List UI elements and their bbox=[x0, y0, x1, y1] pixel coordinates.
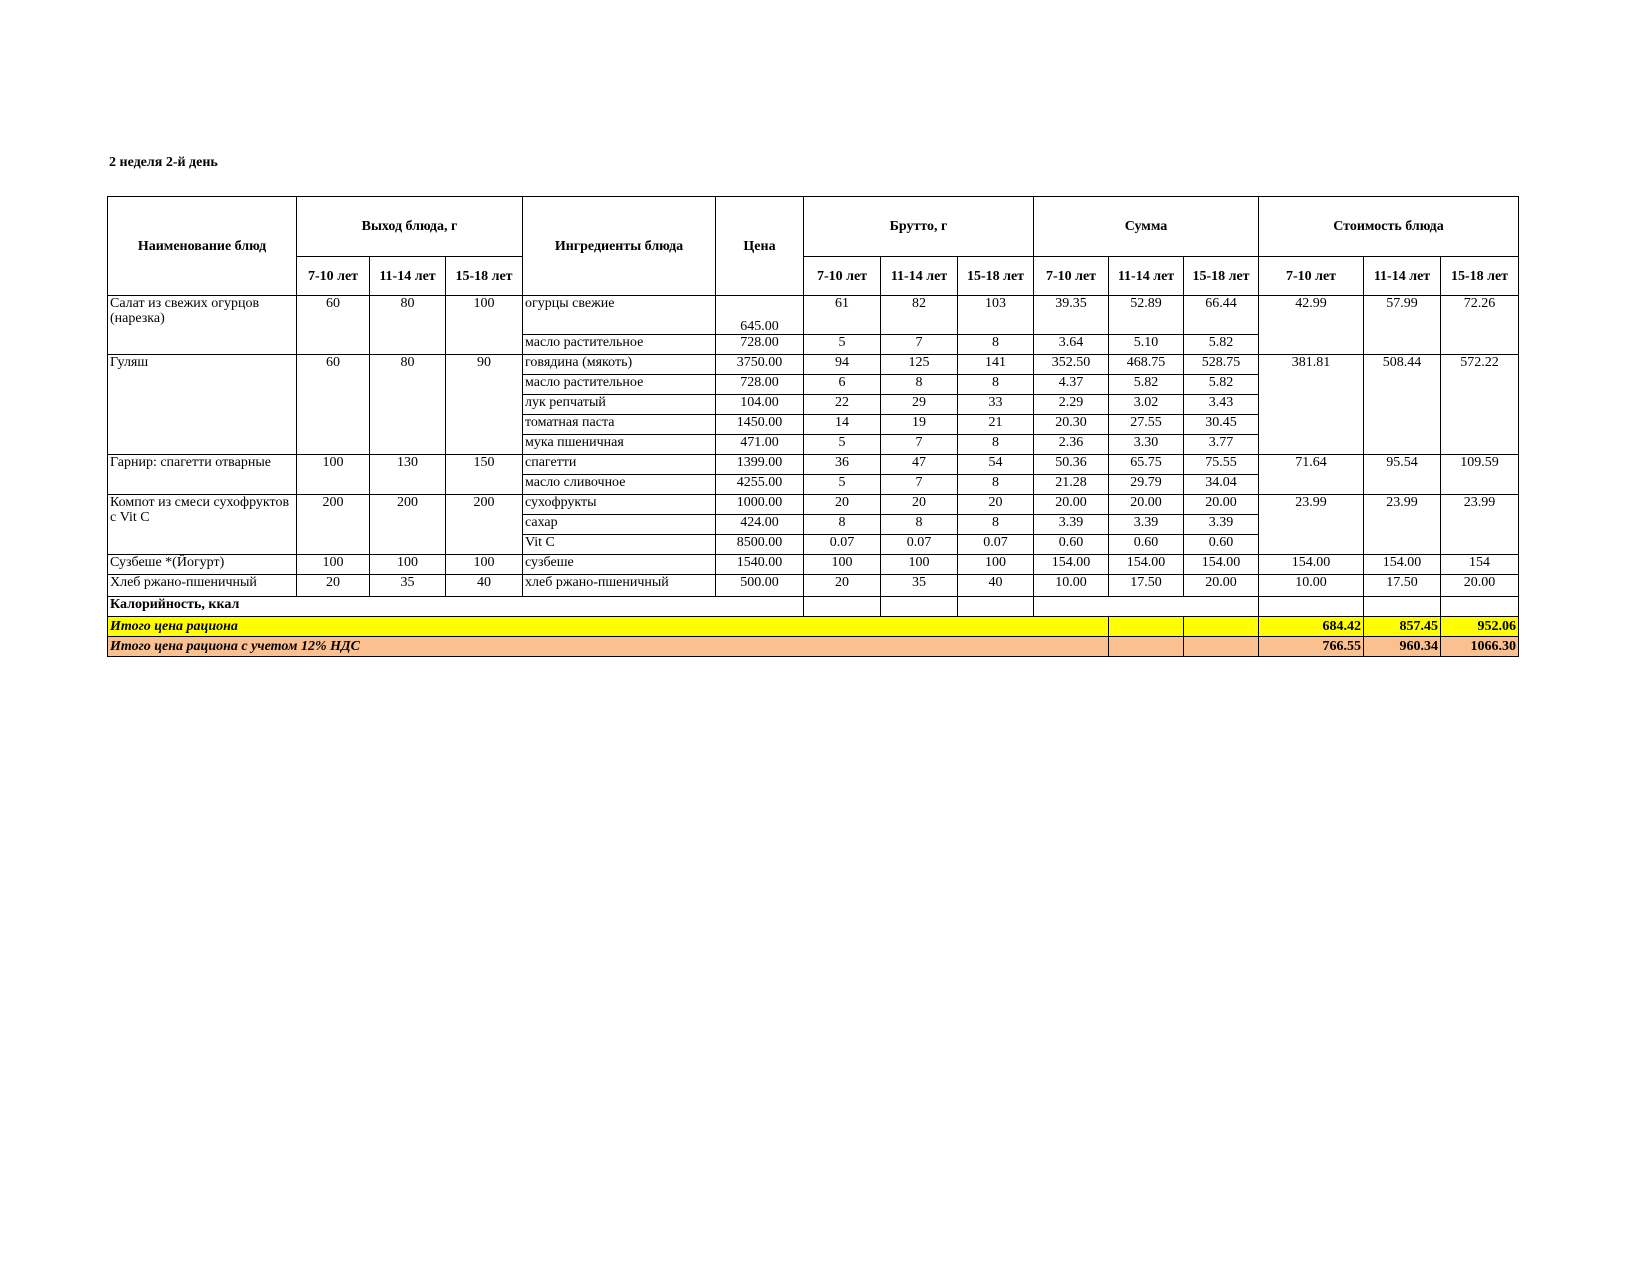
sum-value: 3.02 bbox=[1109, 395, 1184, 415]
ingredient-name: масло растительное bbox=[523, 335, 716, 355]
gross-value: 100 bbox=[881, 555, 958, 575]
table-row bbox=[108, 296, 1519, 335]
gross-value: 5 bbox=[804, 435, 881, 455]
gross-value: 100 bbox=[958, 555, 1034, 575]
sum-value: 468.75 bbox=[1109, 355, 1184, 375]
cost-value: 154 bbox=[1441, 555, 1519, 575]
sum-value: 17.50 bbox=[1109, 575, 1184, 597]
sum-value: 65.75 bbox=[1109, 455, 1184, 475]
header-price: Цена bbox=[716, 197, 804, 296]
yield-value: 130 bbox=[370, 455, 446, 495]
total-value: 952.06 bbox=[1441, 617, 1519, 637]
sum-value: 52.89 bbox=[1109, 296, 1184, 335]
sum-value: 34.04 bbox=[1184, 475, 1259, 495]
ingredient-name: говядина (мякоть) bbox=[523, 355, 716, 375]
gross-value: 125 bbox=[881, 355, 958, 375]
gross-value: 8 bbox=[958, 475, 1034, 495]
header-sum-age: 7-10 лет bbox=[1034, 257, 1109, 296]
sum-value: 20.00 bbox=[1184, 575, 1259, 597]
dish-name: Салат из свежих огурцов (нарезка) bbox=[108, 296, 297, 355]
cost-value: 57.99 bbox=[1364, 296, 1441, 355]
header-cost-age: 11-14 лет bbox=[1364, 257, 1441, 296]
yield-value: 200 bbox=[370, 495, 446, 555]
yield-value: 90 bbox=[446, 355, 523, 455]
header-sum: Сумма bbox=[1034, 197, 1259, 257]
sum-value: 3.39 bbox=[1034, 515, 1109, 535]
ingredient-price: 1000.00 bbox=[716, 495, 804, 515]
gross-value: 7 bbox=[881, 475, 958, 495]
cost-value: 42.99 bbox=[1259, 296, 1364, 355]
gross-value: 22 bbox=[804, 395, 881, 415]
gross-value: 0.07 bbox=[804, 535, 881, 555]
sum-value: 154.00 bbox=[1034, 555, 1109, 575]
gross-value: 8 bbox=[958, 435, 1034, 455]
cost-value: 23.99 bbox=[1441, 495, 1519, 555]
ingredient-price: 1399.00 bbox=[716, 455, 804, 475]
sum-value: 20.30 bbox=[1034, 415, 1109, 435]
total-label: Итого цена рациона bbox=[108, 617, 1109, 637]
header-gross-age: 11-14 лет bbox=[881, 257, 958, 296]
sum-value: 3.39 bbox=[1184, 515, 1259, 535]
sum-value: 50.36 bbox=[1034, 455, 1109, 475]
table-body bbox=[108, 296, 1519, 657]
calories-cell bbox=[1364, 597, 1441, 617]
ingredient-price: 3750.00 bbox=[716, 355, 804, 375]
gross-value: 8 bbox=[958, 515, 1034, 535]
dish-name: Гарнир: спагетти отварные bbox=[108, 455, 297, 495]
gross-value: 0.07 bbox=[958, 535, 1034, 555]
cost-value: 508.44 bbox=[1364, 355, 1441, 455]
gross-value: 0.07 bbox=[881, 535, 958, 555]
gross-value: 6 bbox=[804, 375, 881, 395]
total-vat-empty-cell bbox=[1109, 637, 1184, 657]
gross-value: 54 bbox=[958, 455, 1034, 475]
cost-value: 109.59 bbox=[1441, 455, 1519, 495]
gross-value: 35 bbox=[881, 575, 958, 597]
gross-value: 8 bbox=[958, 335, 1034, 355]
header-gross-age: 7-10 лет bbox=[804, 257, 881, 296]
sum-value: 4.37 bbox=[1034, 375, 1109, 395]
sum-value: 21.28 bbox=[1034, 475, 1109, 495]
ingredient-name: спагетти bbox=[523, 455, 716, 475]
sum-value: 5.10 bbox=[1109, 335, 1184, 355]
yield-value: 40 bbox=[446, 575, 523, 597]
gross-value: 7 bbox=[881, 435, 958, 455]
header-sum-age: 15-18 лет bbox=[1184, 257, 1259, 296]
gross-value: 20 bbox=[958, 495, 1034, 515]
calories-row bbox=[108, 597, 1519, 617]
cost-value: 72.26 bbox=[1441, 296, 1519, 355]
total-vat-empty-cell bbox=[1184, 637, 1259, 657]
total-row bbox=[108, 617, 1519, 637]
total-vat-row bbox=[108, 637, 1519, 657]
ingredient-price: 728.00 bbox=[716, 375, 804, 395]
yield-value: 20 bbox=[297, 575, 370, 597]
dish-name: Хлеб ржано-пшеничный bbox=[108, 575, 297, 597]
ingredient-name: огурцы свежие bbox=[523, 296, 716, 335]
calories-cell bbox=[804, 597, 881, 617]
yield-value: 100 bbox=[446, 296, 523, 355]
yield-value: 200 bbox=[446, 495, 523, 555]
yield-value: 80 bbox=[370, 355, 446, 455]
ingredient-name: сухофрукты bbox=[523, 495, 716, 515]
cost-value: 71.64 bbox=[1259, 455, 1364, 495]
total-empty-cell bbox=[1109, 617, 1184, 637]
cost-value: 154.00 bbox=[1259, 555, 1364, 575]
ingredient-name: сахар bbox=[523, 515, 716, 535]
sum-value: 3.43 bbox=[1184, 395, 1259, 415]
table-row bbox=[108, 555, 1519, 575]
gross-value: 82 bbox=[881, 296, 958, 335]
sum-value: 3.77 bbox=[1184, 435, 1259, 455]
sum-value: 10.00 bbox=[1034, 575, 1109, 597]
calories-cell bbox=[1441, 597, 1519, 617]
yield-value: 100 bbox=[297, 455, 370, 495]
ingredient-name: лук репчатый bbox=[523, 395, 716, 415]
sum-value: 66.44 bbox=[1184, 296, 1259, 335]
cost-value: 154.00 bbox=[1364, 555, 1441, 575]
sum-value: 154.00 bbox=[1109, 555, 1184, 575]
dish-name: Гуляш bbox=[108, 355, 297, 455]
ingredient-name: мука пшеничная bbox=[523, 435, 716, 455]
sum-value: 5.82 bbox=[1109, 375, 1184, 395]
gross-value: 8 bbox=[881, 375, 958, 395]
gross-value: 103 bbox=[958, 296, 1034, 335]
dish-name: Сузбеше *(Йогурт) bbox=[108, 555, 297, 575]
gross-value: 5 bbox=[804, 475, 881, 495]
ingredient-price: 1450.00 bbox=[716, 415, 804, 435]
gross-value: 5 bbox=[804, 335, 881, 355]
total-value: 857.45 bbox=[1364, 617, 1441, 637]
sum-value: 27.55 bbox=[1109, 415, 1184, 435]
gross-value: 21 bbox=[958, 415, 1034, 435]
header-dish-name: Наименование блюд bbox=[108, 197, 297, 296]
sum-value: 0.60 bbox=[1034, 535, 1109, 555]
sum-value: 20.00 bbox=[1184, 495, 1259, 515]
gross-value: 40 bbox=[958, 575, 1034, 597]
menu-cost-table bbox=[107, 196, 1519, 657]
gross-value: 8 bbox=[804, 515, 881, 535]
cost-value: 23.99 bbox=[1259, 495, 1364, 555]
gross-value: 20 bbox=[804, 575, 881, 597]
ingredient-name: масло сливочное bbox=[523, 475, 716, 495]
gross-value: 8 bbox=[958, 375, 1034, 395]
cost-value: 572.22 bbox=[1441, 355, 1519, 455]
gross-value: 7 bbox=[881, 335, 958, 355]
header-yield-age: 7-10 лет bbox=[297, 257, 370, 296]
header-cost-age: 15-18 лет bbox=[1441, 257, 1519, 296]
cost-value: 17.50 bbox=[1364, 575, 1441, 597]
yield-value: 150 bbox=[446, 455, 523, 495]
gross-value: 19 bbox=[881, 415, 958, 435]
ingredient-price: 645.00 bbox=[716, 296, 804, 335]
table-row bbox=[108, 455, 1519, 475]
sum-value: 75.55 bbox=[1184, 455, 1259, 475]
dish-name: Компот из смеси сухофруктов с Vit C bbox=[108, 495, 297, 555]
ingredient-price: 4255.00 bbox=[716, 475, 804, 495]
ingredient-price: 8500.00 bbox=[716, 535, 804, 555]
yield-value: 80 bbox=[370, 296, 446, 355]
gross-value: 20 bbox=[804, 495, 881, 515]
header-yield: Выход блюда, г bbox=[297, 197, 523, 257]
table-row bbox=[108, 355, 1519, 375]
gross-value: 61 bbox=[804, 296, 881, 335]
yield-value: 100 bbox=[297, 555, 370, 575]
sum-value: 5.82 bbox=[1184, 335, 1259, 355]
header-yield-age: 11-14 лет bbox=[370, 257, 446, 296]
ingredient-price: 500.00 bbox=[716, 575, 804, 597]
total-value: 684.42 bbox=[1259, 617, 1364, 637]
cost-value: 95.54 bbox=[1364, 455, 1441, 495]
gross-value: 20 bbox=[881, 495, 958, 515]
ingredient-price: 1540.00 bbox=[716, 555, 804, 575]
gross-value: 100 bbox=[804, 555, 881, 575]
gross-value: 33 bbox=[958, 395, 1034, 415]
ingredient-name: масло растительное bbox=[523, 375, 716, 395]
sum-value: 39.35 bbox=[1034, 296, 1109, 335]
gross-value: 94 bbox=[804, 355, 881, 375]
cost-value: 381.81 bbox=[1259, 355, 1364, 455]
calories-label: Калорийность, ккал bbox=[108, 597, 804, 617]
cost-value: 23.99 bbox=[1364, 495, 1441, 555]
sum-value: 3.64 bbox=[1034, 335, 1109, 355]
header-cost: Стоимость блюда bbox=[1259, 197, 1519, 257]
sum-value: 2.29 bbox=[1034, 395, 1109, 415]
cost-value: 20.00 bbox=[1441, 575, 1519, 597]
ingredient-name: Vit C bbox=[523, 535, 716, 555]
sum-value: 29.79 bbox=[1109, 475, 1184, 495]
sum-value: 5.82 bbox=[1184, 375, 1259, 395]
header-gross-age: 15-18 лет bbox=[958, 257, 1034, 296]
ingredient-price: 471.00 bbox=[716, 435, 804, 455]
total-empty-cell bbox=[1184, 617, 1259, 637]
sum-value: 528.75 bbox=[1184, 355, 1259, 375]
ingredient-price: 424.00 bbox=[716, 515, 804, 535]
ingredient-name: томатная паста bbox=[523, 415, 716, 435]
yield-value: 60 bbox=[297, 355, 370, 455]
header-ingredients: Ингредиенты блюда bbox=[523, 197, 716, 296]
header-gross: Брутто, г bbox=[804, 197, 1034, 257]
total-vat-value: 766.55 bbox=[1259, 637, 1364, 657]
gross-value: 141 bbox=[958, 355, 1034, 375]
ingredient-name: сузбеше bbox=[523, 555, 716, 575]
document-title: 2 неделя 2-й день bbox=[109, 155, 218, 170]
gross-value: 36 bbox=[804, 455, 881, 475]
header-cost-age: 7-10 лет bbox=[1259, 257, 1364, 296]
sum-value: 2.36 bbox=[1034, 435, 1109, 455]
sum-value: 0.60 bbox=[1184, 535, 1259, 555]
sum-value: 20.00 bbox=[1109, 495, 1184, 515]
yield-value: 100 bbox=[370, 555, 446, 575]
calories-cell bbox=[881, 597, 958, 617]
ingredient-name: хлеб ржано-пшеничный bbox=[523, 575, 716, 597]
sum-value: 3.30 bbox=[1109, 435, 1184, 455]
ingredient-price: 728.00 bbox=[716, 335, 804, 355]
yield-value: 100 bbox=[446, 555, 523, 575]
gross-value: 47 bbox=[881, 455, 958, 475]
table-row bbox=[108, 575, 1519, 597]
cost-value: 10.00 bbox=[1259, 575, 1364, 597]
calories-cell bbox=[1034, 597, 1259, 617]
sum-value: 0.60 bbox=[1109, 535, 1184, 555]
table-row bbox=[108, 495, 1519, 515]
sum-value: 30.45 bbox=[1184, 415, 1259, 435]
gross-value: 8 bbox=[881, 515, 958, 535]
sum-value: 3.39 bbox=[1109, 515, 1184, 535]
header-yield-age: 15-18 лет bbox=[446, 257, 523, 296]
header-sum-age: 11-14 лет bbox=[1109, 257, 1184, 296]
yield-value: 200 bbox=[297, 495, 370, 555]
total-vat-label: Итого цена рациона с учетом 12% НДС bbox=[108, 637, 1109, 657]
sum-value: 352.50 bbox=[1034, 355, 1109, 375]
ingredient-price: 104.00 bbox=[716, 395, 804, 415]
total-vat-value: 1066.30 bbox=[1441, 637, 1519, 657]
calories-cell bbox=[958, 597, 1034, 617]
sum-value: 20.00 bbox=[1034, 495, 1109, 515]
yield-value: 60 bbox=[297, 296, 370, 355]
gross-value: 14 bbox=[804, 415, 881, 435]
total-vat-value: 960.34 bbox=[1364, 637, 1441, 657]
calories-cell bbox=[1259, 597, 1364, 617]
sum-value: 154.00 bbox=[1184, 555, 1259, 575]
yield-value: 35 bbox=[370, 575, 446, 597]
gross-value: 29 bbox=[881, 395, 958, 415]
